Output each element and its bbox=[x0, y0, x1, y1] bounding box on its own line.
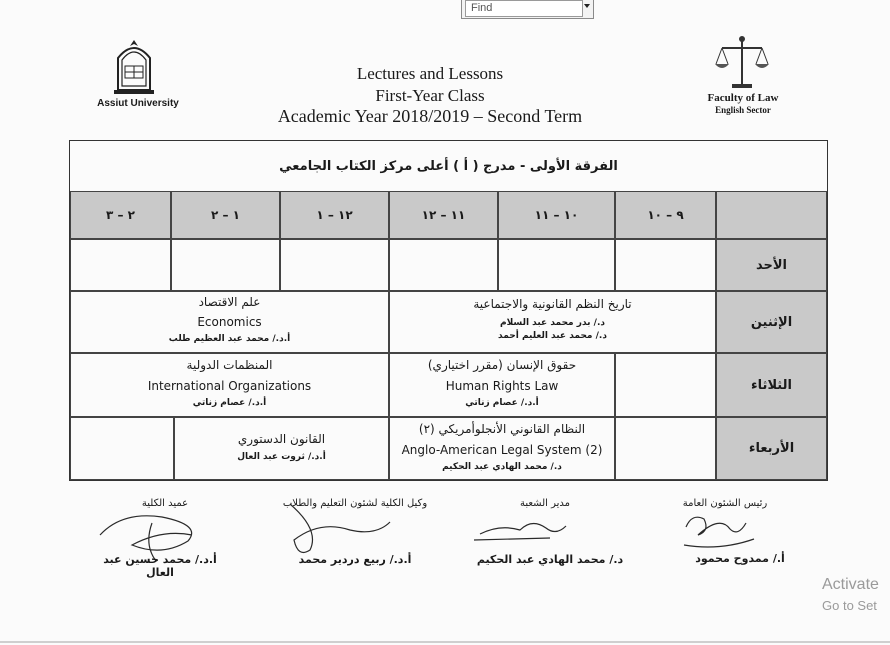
term-title: Academic Year 2018/2019 – Second Term bbox=[277, 106, 583, 126]
signature-image bbox=[280, 500, 400, 560]
signature-image bbox=[680, 505, 760, 555]
course-title-ar: النظام القانوني الأنجلوأمريكي (٢) bbox=[418, 422, 586, 436]
course-title-ar: تاريخ النظم القانونية والاجتماعية bbox=[473, 297, 632, 311]
class-title: First-Year Class bbox=[375, 86, 485, 105]
empty-cell bbox=[389, 239, 498, 291]
instructor: أ.د./ ثروت عبد العال bbox=[237, 452, 326, 462]
instructor: د./ بدر محمد عبد السلام bbox=[500, 318, 605, 328]
course-title-ar: المنظمات الدولية bbox=[186, 358, 273, 372]
empty-cell bbox=[615, 417, 716, 480]
empty-cell bbox=[615, 353, 716, 417]
signatory-name: د./ محمد الهادي عبد الحكيم bbox=[476, 553, 624, 566]
instructor: د./ محمد الهادي عبد الحكيم bbox=[442, 462, 562, 472]
course-title-ar: علم الاقتصاد bbox=[198, 295, 261, 309]
activation-watermark-link[interactable]: Go to Set bbox=[822, 598, 877, 613]
sector-name: English Sector bbox=[715, 105, 771, 115]
university-name: Assiut University bbox=[97, 98, 179, 109]
course-cell bbox=[389, 291, 716, 353]
slot-header: ١ – ٢ bbox=[171, 191, 280, 239]
empty-cell bbox=[171, 239, 280, 291]
course-title-ar: حقوق الإنسان (مقرر اختياري) bbox=[427, 358, 577, 372]
empty-cell bbox=[615, 239, 716, 291]
activation-watermark: Activate bbox=[822, 576, 879, 593]
course-cell bbox=[70, 291, 389, 353]
faculty-name: Faculty of Law bbox=[707, 92, 779, 104]
signatory-name: أ.د./ ربيع دردير محمد bbox=[298, 553, 412, 566]
document-title: Lectures and Lessons bbox=[356, 64, 504, 83]
signatory-title: وكيل الكلية لشئون التعليم والطلاب bbox=[282, 498, 428, 509]
signatory-name: أ.د./ محمد حسين عبد العال bbox=[103, 553, 217, 579]
signature-image bbox=[470, 510, 570, 550]
signatory-title: مدير الشعبة bbox=[519, 498, 571, 509]
empty-cell bbox=[70, 417, 174, 480]
course-cell bbox=[70, 353, 389, 417]
schedule-table bbox=[69, 140, 828, 481]
university-seal-icon bbox=[108, 38, 160, 96]
signatory-name: أ./ ممدوح محمود bbox=[695, 552, 785, 565]
slot-header: ١٢ – ١ bbox=[280, 191, 389, 239]
slot-header: ٩ – ١٠ bbox=[615, 191, 716, 239]
course-cell bbox=[389, 417, 615, 480]
course-title-en: International Organizations bbox=[147, 379, 312, 393]
instructor: أ.د./ عصام زناتي bbox=[465, 398, 539, 408]
day-label: الأربعاء bbox=[716, 417, 827, 480]
slot-header: ١١ – ١٢ bbox=[389, 191, 498, 239]
signatory-title: رئيس الشئون العامة bbox=[682, 498, 768, 509]
empty-cell bbox=[498, 239, 615, 291]
day-label: الإثنين bbox=[716, 291, 827, 353]
find-input[interactable]: Find bbox=[465, 0, 583, 17]
empty-cell bbox=[280, 239, 389, 291]
empty-cell bbox=[70, 239, 171, 291]
instructor: أ.د./ محمد عبد العظيم طلب bbox=[168, 334, 291, 344]
course-title-en: Human Rights Law bbox=[445, 379, 559, 393]
page-edge bbox=[0, 641, 890, 643]
scales-of-justice-icon bbox=[712, 34, 772, 94]
day-label: الثلاثاء bbox=[716, 353, 827, 417]
course-title-ar: القانون الدستوري bbox=[237, 432, 326, 446]
course-title-en: Economics bbox=[197, 315, 262, 329]
course-cell bbox=[389, 353, 615, 417]
slot-header: ٢ – ٣ bbox=[70, 191, 171, 239]
corner-cell bbox=[716, 191, 827, 239]
day-label: الأحد bbox=[716, 239, 827, 291]
course-cell bbox=[174, 417, 389, 480]
slot-header: ١٠ – ١١ bbox=[498, 191, 615, 239]
instructor: أ.د./ عصام زناتي bbox=[192, 398, 267, 408]
course-title-en: Anglo-American Legal System (2) bbox=[401, 443, 603, 457]
chevron-down-icon[interactable] bbox=[584, 4, 590, 8]
instructor: د./ محمد عبد العليم أحمد bbox=[498, 331, 607, 341]
signatory-title: عميد الكلية bbox=[141, 498, 189, 509]
find-toolbar bbox=[461, 0, 594, 19]
table-heading: الفرقة الأولى - مدرج ( أ ) أعلى مركز الكتاب الجامعي bbox=[70, 141, 827, 192]
